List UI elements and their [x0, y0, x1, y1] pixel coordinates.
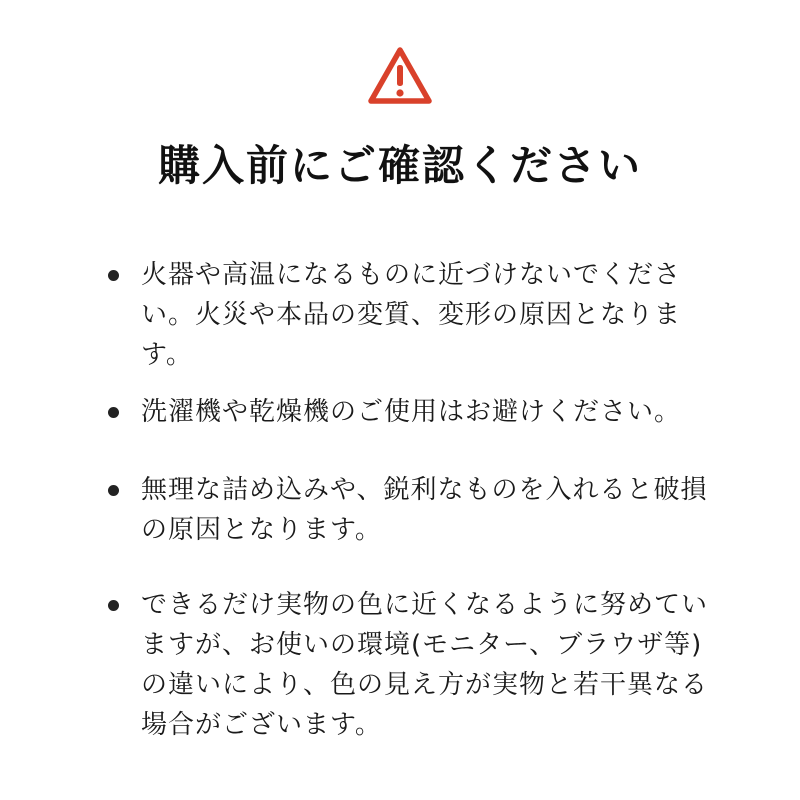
- bullet-icon: [108, 270, 119, 281]
- notice-item: [100, 255, 710, 375]
- bullet-icon: [108, 485, 119, 496]
- page-title: 購入前にご確認ください: [157, 141, 642, 190]
- bullet-icon: [108, 600, 119, 611]
- notice-item: [100, 585, 710, 745]
- notice-text: 無理な詰め込みや、鋭利なものを入れると破損の原因となります。: [141, 475, 708, 545]
- notice-item: [100, 392, 710, 432]
- notice-text: できるだけ実物の色に近くなるように努めていますが、お使いの環境(モニター、ブラウザ等)の違いにより、色の見え方が実物と若干異なる場合がございます。: [141, 590, 709, 740]
- bullet-icon: [108, 407, 119, 418]
- notice-text: 洗濯機や乾燥機のご使用はお避けください。: [141, 397, 682, 427]
- notice-text: 火器や高温になるものに近づけないでください。火災や本品の変質、変形の原因となります。: [141, 260, 682, 370]
- notice-item: [100, 470, 710, 550]
